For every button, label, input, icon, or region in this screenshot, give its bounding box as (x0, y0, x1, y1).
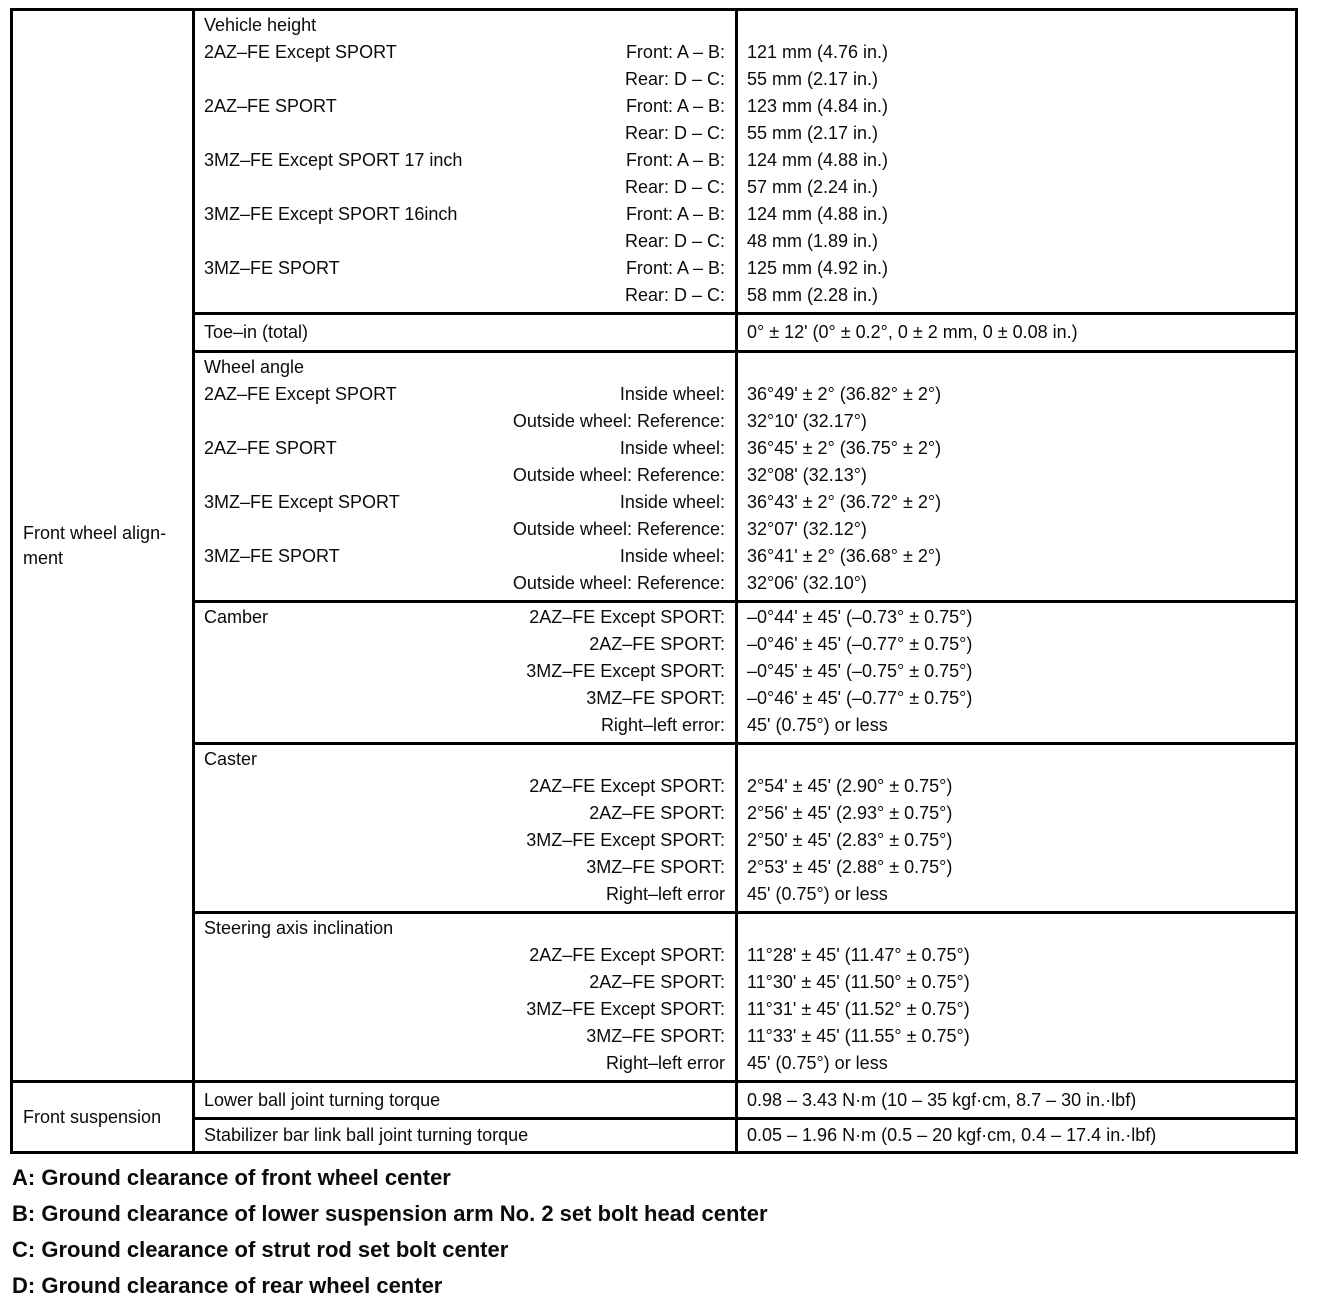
section-labels (195, 315, 738, 350)
spec-sublabel: 2AZ–FE SPORT: (589, 803, 725, 823)
spec-line (204, 408, 725, 435)
spec-line (204, 1087, 725, 1114)
section-camber (195, 600, 1295, 742)
spec-line (204, 255, 725, 282)
spec-label: Caster (204, 749, 258, 769)
legend-notes (12, 1160, 768, 1304)
spec-sublabel: 3MZ–FE SPORT: (586, 688, 725, 708)
section-values (738, 315, 1295, 350)
spec-label: 3MZ–FE SPORT (204, 258, 340, 278)
spec-sublabel: Rear: D – C: (624, 285, 725, 305)
spec-line (204, 66, 725, 93)
spec-line (204, 685, 725, 712)
spec-line (204, 827, 725, 854)
spec-value (747, 915, 1287, 942)
spec-sublabel: 2AZ–FE Except SPORT: (529, 776, 725, 796)
spec-value: 36°49' ± 2° (36.82° ± 2°) (747, 384, 942, 404)
spec-line (204, 39, 725, 66)
spec-line (204, 93, 725, 120)
spec-label: Camber (204, 607, 269, 627)
spec-label: 2AZ–FE Except SPORT (204, 384, 397, 404)
spec-line (204, 996, 725, 1023)
spec-sublabel: Inside wheel: (619, 438, 725, 458)
spec-label: Wheel angle (204, 357, 305, 377)
section-labels (195, 1120, 738, 1151)
spec-line (204, 712, 725, 739)
spec-value: 45' (0.75°) or less (747, 1053, 888, 1073)
spec-sublabel: 2AZ–FE SPORT: (589, 634, 725, 654)
spec-sublabel: Front: A – B: (625, 258, 725, 278)
legend-note-a: A: Ground clearance of front wheel center (12, 1165, 451, 1190)
legend-note-b: B: Ground clearance of lower suspension arm No. 2 set bolt head center (12, 1201, 768, 1226)
spec-sublabel: Rear: D – C: (624, 231, 725, 251)
spec-sublabel: Outside wheel: Reference: (512, 411, 725, 431)
section-values (738, 1083, 1295, 1117)
spec-sublabel: Front: A – B: (625, 150, 725, 170)
spec-sections (195, 11, 1295, 1151)
spec-value: 2°56' ± 45' (2.93° ± 0.75°) (747, 803, 953, 823)
service-spec-table (10, 8, 1298, 1154)
spec-value: 55 mm (2.17 in.) (747, 123, 879, 143)
spec-line (204, 746, 725, 773)
section-values (738, 603, 1295, 742)
spec-value: 11°30' ± 45' (11.50° ± 0.75°) (747, 972, 970, 992)
spec-value: –0°45' ± 45' (–0.75° ± 0.75°) (747, 661, 973, 681)
spec-line (204, 1122, 725, 1149)
spec-value (747, 12, 1287, 39)
section-labels (195, 11, 738, 312)
spec-label: Steering axis inclination (204, 918, 394, 938)
spec-line (204, 915, 725, 942)
spec-sublabel: 2AZ–FE Except SPORT: (529, 945, 725, 965)
rowgroup-label-line: Front wheel align- (23, 522, 167, 543)
spec-line (204, 800, 725, 827)
spec-value: 11°31' ± 45' (11.52° ± 0.75°) (747, 999, 970, 1019)
spec-sublabel: 3MZ–FE SPORT: (586, 1026, 725, 1046)
section-values (738, 914, 1295, 1080)
section-labels (195, 914, 738, 1080)
spec-value: 36°43' ± 2° (36.72° ± 2°) (747, 492, 942, 512)
rowgroup-front-wheel-alignment (13, 11, 192, 1080)
spec-sublabel: Inside wheel: (619, 492, 725, 512)
spec-value: –0°46' ± 45' (–0.77° ± 0.75°) (747, 634, 973, 654)
spec-sublabel: Outside wheel: Reference: (512, 465, 725, 485)
spec-label: 3MZ–FE Except SPORT 17 inch (204, 150, 463, 170)
spec-value: 124 mm (4.88 in.) (747, 150, 889, 170)
section-vehicle-height (195, 11, 1295, 312)
section-caster (195, 742, 1295, 911)
spec-sublabel: Right–left error: (600, 715, 725, 735)
spec-sublabel: Front: A – B: (625, 42, 725, 62)
rowgroup-front-suspension (13, 1080, 192, 1151)
spec-sublabel: 3MZ–FE Except SPORT: (526, 830, 725, 850)
spec-value: 2°50' ± 45' (2.83° ± 0.75°) (747, 830, 953, 850)
spec-line (204, 969, 725, 996)
spec-value: 55 mm (2.17 in.) (747, 69, 879, 89)
spec-value: 45' (0.75°) or less (747, 884, 888, 904)
spec-value: –0°46' ± 45' (–0.77° ± 0.75°) (747, 688, 973, 708)
spec-sublabel: 3MZ–FE Except SPORT: (526, 661, 725, 681)
spec-value: 36°41' ± 2° (36.68° ± 2°) (747, 546, 942, 566)
spec-line (204, 1050, 725, 1077)
spec-label: 2AZ–FE Except SPORT (204, 42, 397, 62)
spec-label: Vehicle height (204, 15, 317, 35)
spec-line (204, 1023, 725, 1050)
spec-sublabel: Rear: D – C: (624, 177, 725, 197)
section-labels (195, 1083, 738, 1117)
spec-line (204, 435, 725, 462)
spec-line (204, 773, 725, 800)
spec-label: Stabilizer bar link ball joint turning torque (204, 1125, 529, 1145)
spec-line (204, 658, 725, 685)
spec-sublabel: Inside wheel: (619, 546, 725, 566)
spec-value: 32°06' (32.10°) (747, 573, 867, 593)
spec-line (204, 570, 725, 597)
spec-value: 11°28' ± 45' (11.47° ± 0.75°) (747, 945, 970, 965)
spec-value: 58 mm (2.28 in.) (747, 285, 879, 305)
spec-sublabel: 2AZ–FE SPORT: (589, 972, 725, 992)
section-lower-ball-joint (195, 1080, 1295, 1117)
spec-value: 57 mm (2.24 in.) (747, 177, 879, 197)
row-group-column (13, 11, 195, 1151)
section-labels (195, 745, 738, 911)
spec-value: 32°07' (32.12°) (747, 519, 867, 539)
spec-line (204, 120, 725, 147)
spec-sublabel: 3MZ–FE SPORT: (586, 857, 725, 877)
section-values (738, 353, 1295, 600)
spec-label: 2AZ–FE SPORT (204, 96, 337, 116)
spec-line (204, 854, 725, 881)
section-values (738, 1120, 1295, 1151)
spec-value: 0.05 – 1.96 N·m (0.5 – 20 kgf·cm, 0.4 – 17.4 in.·lbf) (747, 1125, 1157, 1145)
spec-line (204, 354, 725, 381)
section-stabilizer-bar-link (195, 1117, 1295, 1151)
spec-value: –0°44' ± 45' (–0.73° ± 0.75°) (747, 607, 973, 627)
spec-value: 48 mm (1.89 in.) (747, 231, 879, 251)
spec-line (204, 319, 725, 346)
rowgroup-label-line: ment (23, 547, 64, 568)
spec-line (204, 881, 725, 908)
spec-sublabel: Front: A – B: (625, 96, 725, 116)
section-labels (195, 603, 738, 742)
spec-value (747, 746, 1287, 773)
spec-label: 3MZ–FE Except SPORT (204, 492, 400, 512)
spec-line (204, 381, 725, 408)
spec-sublabel: Front: A – B: (625, 204, 725, 224)
spec-line (204, 942, 725, 969)
spec-line (204, 174, 725, 201)
spec-value: 123 mm (4.84 in.) (747, 96, 889, 116)
spec-sublabel: Rear: D – C: (624, 69, 725, 89)
spec-line (204, 604, 725, 631)
spec-line (204, 462, 725, 489)
spec-value (747, 354, 1287, 381)
legend-note-d: D: Ground clearance of rear wheel center (12, 1273, 443, 1298)
spec-value: 2°54' ± 45' (2.90° ± 0.75°) (747, 776, 953, 796)
spec-label: 3MZ–FE Except SPORT 16inch (204, 204, 458, 224)
spec-label: Toe–in (total) (204, 322, 309, 342)
spec-sublabel: Right–left error (605, 884, 725, 904)
spec-value: 36°45' ± 2° (36.75° ± 2°) (747, 438, 942, 458)
spec-value: 11°33' ± 45' (11.55° ± 0.75°) (747, 1026, 970, 1046)
spec-label: 3MZ–FE SPORT (204, 546, 340, 566)
spec-line (204, 201, 725, 228)
spec-label: Lower ball joint turning torque (204, 1090, 441, 1110)
section-values (738, 745, 1295, 911)
spec-value: 125 mm (4.92 in.) (747, 258, 889, 278)
spec-sublabel: Rear: D – C: (624, 123, 725, 143)
spec-sublabel: Outside wheel: Reference: (512, 519, 725, 539)
rowgroup-label-line: Front suspension (23, 1106, 162, 1127)
section-wheel-angle (195, 350, 1295, 600)
section-values (738, 11, 1295, 312)
section-labels (195, 353, 738, 600)
spec-value: 0.98 – 3.43 N·m (10 – 35 kgf·cm, 8.7 – 30 in.·lbf) (747, 1090, 1137, 1110)
spec-line (204, 489, 725, 516)
spec-value: 0° ± 12' (0° ± 0.2°, 0 ± 2 mm, 0 ± 0.08 in.) (747, 322, 1078, 342)
spec-value: 124 mm (4.88 in.) (747, 204, 889, 224)
spec-line (204, 516, 725, 543)
spec-line (204, 147, 725, 174)
spec-value: 45' (0.75°) or less (747, 715, 888, 735)
spec-sublabel: Right–left error (605, 1053, 725, 1073)
spec-value: 32°10' (32.17°) (747, 411, 867, 431)
spec-sublabel: 3MZ–FE Except SPORT: (526, 999, 725, 1019)
spec-sublabel: Outside wheel: Reference: (512, 573, 725, 593)
spec-value: 2°53' ± 45' (2.88° ± 0.75°) (747, 857, 953, 877)
spec-value: 121 mm (4.76 in.) (747, 42, 889, 62)
spec-label: 2AZ–FE SPORT (204, 438, 337, 458)
legend-note-c: C: Ground clearance of strut rod set bolt center (12, 1237, 509, 1262)
spec-value: 32°08' (32.13°) (747, 465, 867, 485)
section-steering-axis-inclination (195, 911, 1295, 1080)
spec-sublabel: 2AZ–FE Except SPORT: (529, 607, 725, 627)
spec-line (204, 282, 725, 309)
spec-line (204, 12, 725, 39)
spec-sublabel: Inside wheel: (619, 384, 725, 404)
spec-line (204, 543, 725, 570)
spec-line (204, 631, 725, 658)
spec-line (204, 228, 725, 255)
section-toe-in (195, 312, 1295, 350)
